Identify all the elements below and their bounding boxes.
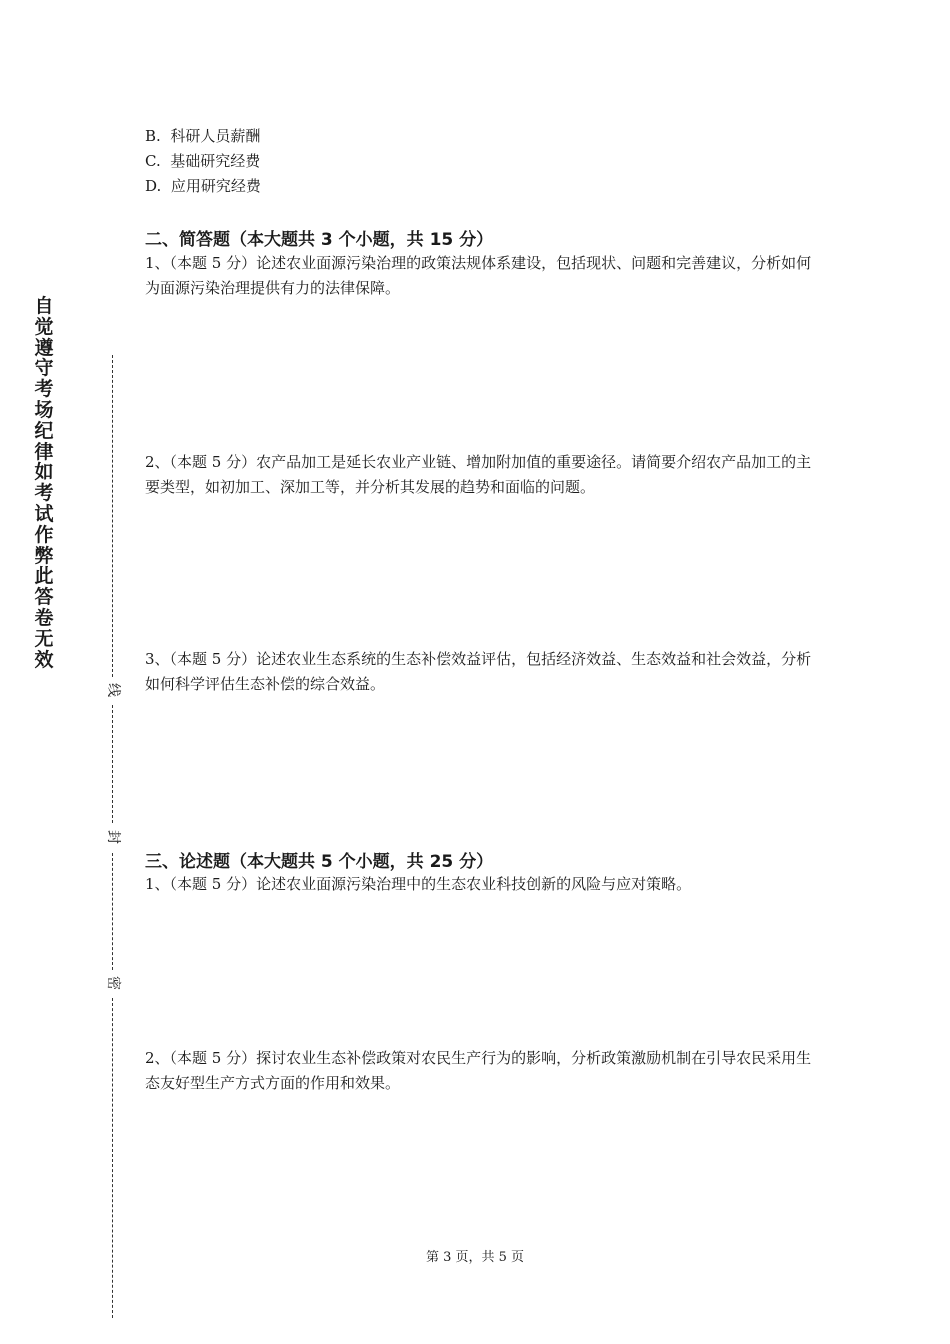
option-c: C. 基础研究经费: [145, 152, 261, 170]
cut-line-segment: [112, 998, 113, 1318]
cut-line-segment: [112, 853, 113, 970]
page-number: 第 3 页，共 5 页: [425, 1250, 525, 1265]
cut-label-seal: 封: [105, 830, 121, 844]
cut-label-secret: 密: [105, 976, 121, 990]
cut-label-line: 线: [105, 683, 121, 697]
section-title-essay: 三、论述题（本大题共 5 个小题，共 25 分）: [145, 852, 494, 872]
question-2-1: 1、（本题 5 分）论述农业面源污染治理的政策法规体系建设，包括现状、问题和完善建议，分析如何为面源污染治理提供有力的法律保障。: [145, 254, 812, 297]
option-d: D. 应用研究经费: [145, 177, 261, 195]
cut-line-segment: [112, 705, 113, 823]
question-3-2: 2、（本题 5 分）探讨农业生态补偿政策对农民生产行为的影响，分析政策激励机制在引导农民采用生态友好型生产方式方面的作用和效果。: [145, 1049, 812, 1092]
choice-options: [145, 124, 825, 199]
margin-warning: 自 觉 遵 守 考 场 纪 律 如 考 试 作 弊 此 答 卷 无 效: [34, 295, 54, 671]
question-3-1: 1、（本题 5 分）论述农业面源污染治理中的生态农业科技创新的风险与应对策略。: [145, 875, 692, 893]
question-2-2: 2、（本题 5 分）农产品加工是延长农业产业链、增加附加值的重要途径。请简要介绍农产品加工的主要类型，如初加工、深加工等，并分析其发展的趋势和面临的问题。: [145, 453, 812, 496]
question-2-3: 3、（本题 5 分）论述农业生态系统的生态补偿效益评估，包括经济效益、生态效益和社会效益，分析如何科学评估生态补偿的综合效益。: [145, 650, 812, 693]
cut-line-segment: [112, 355, 113, 677]
option-b: B. 科研人员薪酬: [145, 127, 261, 145]
section-title-short-answer: 二、简答题（本大题共 3 个小题，共 15 分）: [145, 230, 494, 250]
